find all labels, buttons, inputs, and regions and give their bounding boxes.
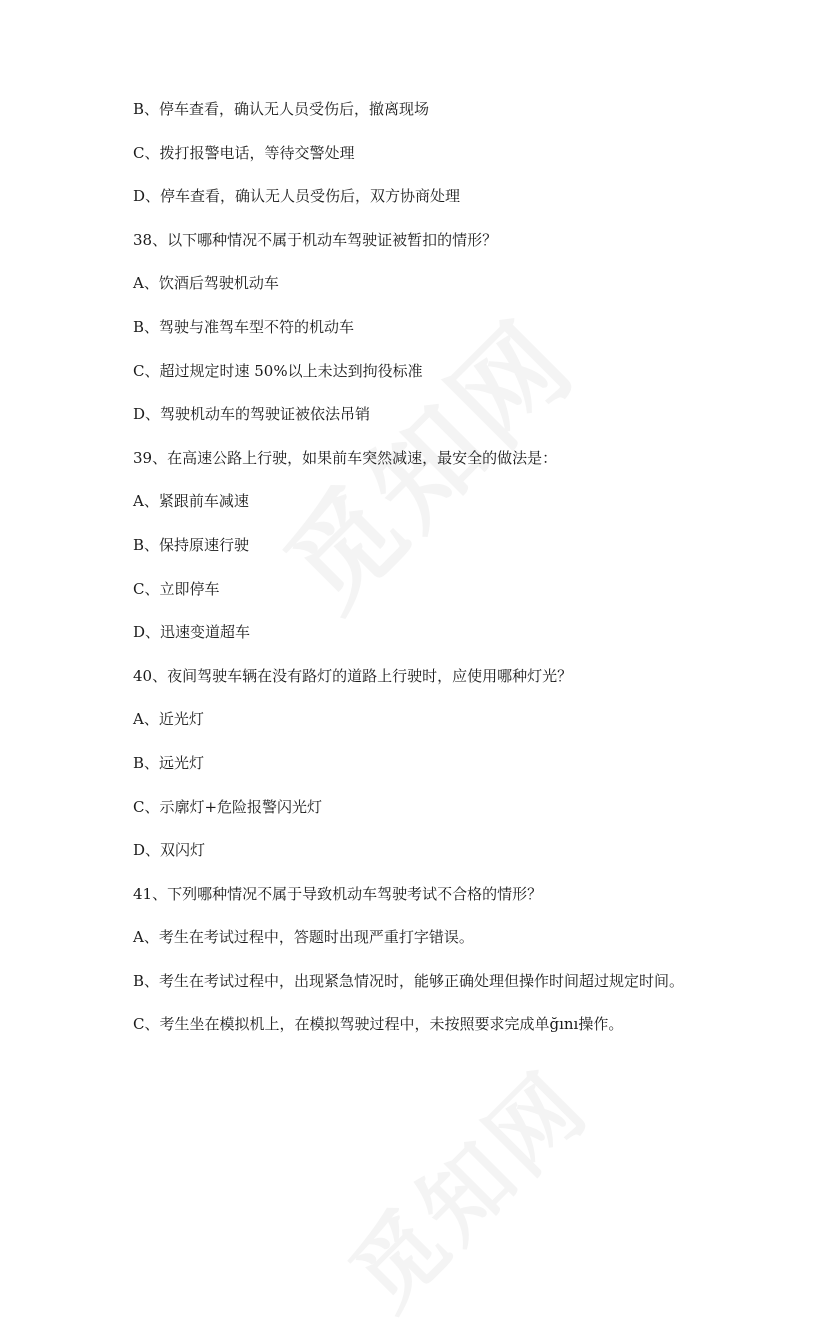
option-d-q40: D、双闪灯 <box>133 841 206 860</box>
option-c-q40: C、示廓灯+危险报警闪光灯 <box>133 797 323 816</box>
option-c-q39: C、立即停车 <box>133 579 220 598</box>
watermark-bottom <box>316 1037 612 1333</box>
option-b-q39: B、保持原速行驶 <box>133 535 250 554</box>
document-body <box>133 98 753 1057</box>
option-b-q37: B、停车查看，确认无人员受伤后，撤离现场 <box>133 100 430 118</box>
option-d-q39: D、迅速变道超车 <box>133 623 251 642</box>
option-b-q41: B、考生在考试过程中，出现紧急情况时，能够正确处理但操作时间超过规定时间。 <box>133 971 685 990</box>
option-c-q38: C、超过规定时速 50%以上未达到拘役标准 <box>133 361 423 380</box>
question-39: 39、在高速公路上行驶，如果前车突然减速，最安全的做法是： <box>133 448 558 467</box>
option-d-q38: D、驾驶机动车的驾驶证被依法吊销 <box>133 405 371 424</box>
option-d-q37: D、停车查看，确认无人员受伤后，双方协商处理 <box>133 187 461 206</box>
question-38: 38、以下哪种情况不属于机动车驾驶证被暂扣的情形？ <box>133 230 498 249</box>
option-a-q40: A、近光灯 <box>133 710 204 729</box>
option-a-q41: A、考生在考试过程中，答题时出现严重打字错误。 <box>133 928 474 947</box>
option-c-q41: C、考生坐在模拟机上，在模拟驾驶过程中，未按照要求完成单ğını操作。 <box>133 1015 624 1034</box>
question-40: 40、夜间驾驶车辆在没有路灯的道路上行驶时，应使用哪种灯光？ <box>133 666 573 685</box>
option-a-q38: A、饮酒后驾驶机动车 <box>133 274 279 293</box>
question-41: 41、下列哪种情况不属于导致机动车驾驶考试不合格的情形？ <box>133 884 543 903</box>
option-b-q38: B、驾驶与准驾车型不符的机动车 <box>133 317 355 336</box>
option-b-q40: B、远光灯 <box>133 753 205 772</box>
option-a-q39: A、紧跟前车减速 <box>133 492 249 511</box>
option-c-q37: C、拨打报警电话，等待交警处理 <box>133 143 355 162</box>
